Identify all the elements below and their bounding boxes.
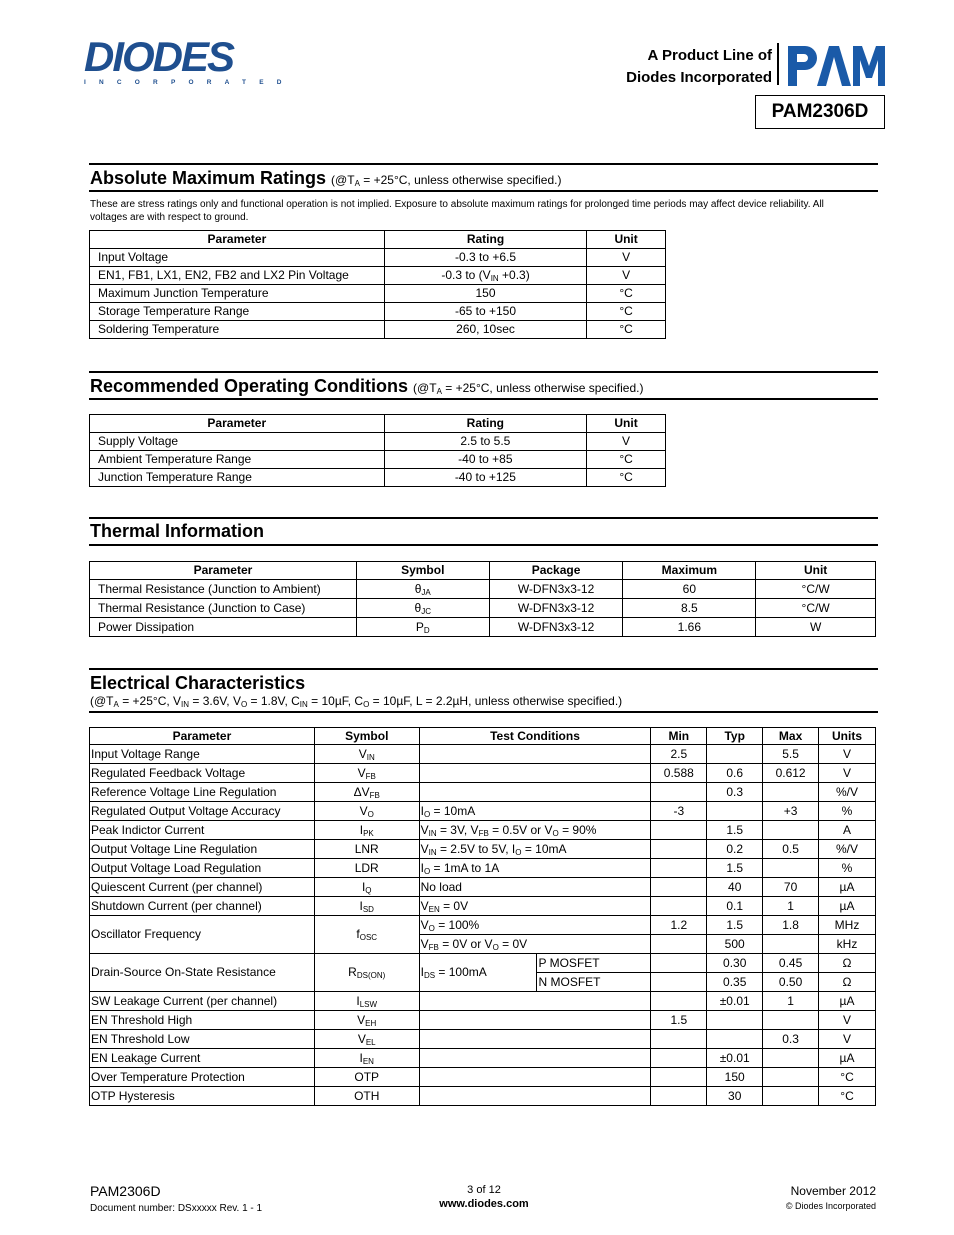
- max-cell: 8.5: [623, 599, 756, 618]
- table-row: [90, 580, 876, 599]
- unit-cell: °C: [587, 303, 666, 321]
- min-cell: [651, 1068, 707, 1087]
- col-header: Parameter: [90, 728, 315, 745]
- max-cell: [763, 859, 819, 878]
- unit-cell: µA: [819, 878, 876, 897]
- symbol-cell: $R_{DS(ON)}$: [314, 954, 419, 992]
- condition-cell: $I_{DS} = 100mA$: [419, 954, 537, 992]
- part-number-box: PAM2306D: [755, 95, 885, 129]
- table-row: [90, 745, 876, 764]
- unit-cell: %/V: [819, 840, 876, 859]
- max-cell: 0.5: [763, 840, 819, 859]
- unit-cell: V: [819, 745, 876, 764]
- thermal-top-rule: [89, 517, 878, 519]
- col-header: Package: [489, 562, 623, 580]
- unit-cell: µA: [819, 992, 876, 1011]
- typ-cell: ±0.01: [707, 992, 763, 1011]
- product-line: [626, 45, 772, 89]
- table-row: [90, 1030, 876, 1049]
- diodes-logo-text: DIODES: [84, 33, 234, 80]
- condition-cell: [419, 1011, 651, 1030]
- symbol-cell: $V_O$: [314, 802, 419, 821]
- table-row: [90, 821, 876, 840]
- roc-condition: ($@T_A = +25^\circ C$, unless otherwise specified.): [413, 381, 644, 396]
- unit-cell: °C: [587, 321, 666, 339]
- amr-bottom-rule: [89, 190, 878, 192]
- param-cell: EN Leakage Current: [90, 1049, 315, 1068]
- param-cell: OTP Hysteresis: [90, 1087, 315, 1106]
- min-cell: [651, 821, 707, 840]
- symbol-cell: $I_{EN}$: [314, 1049, 419, 1068]
- mosfet-type-cell: N MOSFET: [537, 973, 651, 992]
- max-cell: 70: [763, 878, 819, 897]
- rating-cell: 2.5 to 5.5: [384, 433, 587, 451]
- unit-cell: °C: [587, 285, 666, 303]
- param-cell: Thermal Resistance (Junction to Ambient): [90, 580, 357, 599]
- footer-copyright: © Diodes Incorporated: [785, 1201, 876, 1211]
- table-row: [90, 992, 876, 1011]
- elec-condition: ($@T_A = +25^\circ C$, $V_{IN} = 3.6V$, $V_O = 1.8V$, $C_{IN} = 10\mu F$, $C_O = 10\mu F$, L = 2.2µH, unless otherwise specified.): [90, 694, 623, 709]
- typ-cell: 30: [707, 1087, 763, 1106]
- table-row: [90, 916, 876, 935]
- package-cell: W-DFN3x3-12: [489, 618, 623, 637]
- rating-cell: 260, 10sec: [384, 321, 586, 339]
- page-number: 3 of 12: [467, 1184, 501, 1196]
- max-cell: 0.45: [763, 954, 819, 973]
- elec-bottom-rule: [89, 711, 878, 713]
- table-row: [90, 859, 876, 878]
- unit-cell: V: [819, 1030, 876, 1049]
- table-header-row: [90, 415, 666, 433]
- unit-cell: µA: [819, 897, 876, 916]
- typ-cell: 500: [707, 935, 763, 954]
- rating-cell: -40 to +125: [384, 469, 587, 487]
- symbol-cell: $V_{FB}$: [314, 764, 419, 783]
- symbol-cell: $\Delta V_{FB}$: [314, 783, 419, 802]
- rating-cell: 150: [384, 285, 586, 303]
- param-cell: Ambient Temperature Range: [90, 451, 385, 469]
- table-row: [90, 303, 666, 321]
- package-cell: W-DFN3x3-12: [489, 599, 623, 618]
- param-cell: Oscillator Frequency: [90, 916, 315, 954]
- unit-cell: W: [756, 618, 876, 637]
- min-cell: [651, 859, 707, 878]
- table-row: [90, 1068, 876, 1087]
- rating-cell: -0.3 to $(V_{IN} +0.3)$: [384, 267, 586, 285]
- rating-cell: -40 to +85: [384, 451, 587, 469]
- param-cell: Power Dissipation: [90, 618, 357, 637]
- symbol-cell: LNR: [314, 840, 419, 859]
- table-row: [90, 897, 876, 916]
- condition-cell: [419, 1049, 651, 1068]
- col-header: Max: [763, 728, 819, 745]
- condition-cell: $V_{IN} = 2.5V$ to 5V, $I_O = 10mA$: [419, 840, 651, 859]
- condition-cell: [419, 764, 651, 783]
- condition-cell: $V_{EN} = 0V$: [419, 897, 651, 916]
- typ-cell: 0.2: [707, 840, 763, 859]
- table-row: [90, 783, 876, 802]
- max-cell: 1: [763, 897, 819, 916]
- col-header: Units: [819, 728, 876, 745]
- unit-cell: °C/W: [756, 580, 876, 599]
- rating-cell: -65 to +150: [384, 303, 586, 321]
- min-cell: 1.2: [651, 916, 707, 935]
- roc-bottom-rule: [89, 398, 878, 400]
- svg-text:PAM: PAM: [785, 42, 788, 43]
- symbol-cell: LDR: [314, 859, 419, 878]
- table-row: [90, 764, 876, 783]
- unit-cell: °C: [819, 1068, 876, 1087]
- col-header: Test Conditions: [419, 728, 651, 745]
- min-cell: [651, 878, 707, 897]
- typ-cell: [707, 1011, 763, 1030]
- typ-cell: [707, 1030, 763, 1049]
- thermal-table: [89, 561, 876, 637]
- col-header: Unit: [756, 562, 876, 580]
- amr-heading: [90, 168, 561, 189]
- min-cell: [651, 1049, 707, 1068]
- param-cell: Regulated Feedback Voltage: [90, 764, 315, 783]
- elec-title: Electrical Characteristics: [90, 673, 306, 693]
- min-cell: -3: [651, 802, 707, 821]
- max-cell: [763, 1087, 819, 1106]
- amr-top-rule: [89, 163, 878, 165]
- col-header: Typ: [707, 728, 763, 745]
- max-cell: 0.3: [763, 1030, 819, 1049]
- symbol-cell: $V_{IN}$: [314, 745, 419, 764]
- symbol-cell: $\theta_{JA}$: [356, 580, 489, 599]
- max-cell: [763, 821, 819, 840]
- min-cell: [651, 954, 707, 973]
- max-cell: [763, 783, 819, 802]
- col-header: Maximum: [623, 562, 756, 580]
- footer-part-number: PAM2306D: [90, 1183, 161, 1199]
- unit-cell: °C: [819, 1087, 876, 1106]
- unit-cell: %: [819, 859, 876, 878]
- roc-heading: [90, 376, 643, 397]
- col-header: Symbol: [314, 728, 419, 745]
- col-header: Rating: [384, 415, 587, 433]
- diodes-logo-subtext: INCORPORATED: [84, 79, 295, 86]
- header-divider: [777, 43, 779, 85]
- unit-cell: V: [587, 267, 666, 285]
- unit-cell: V: [819, 764, 876, 783]
- param-cell: SW Leakage Current (per channel): [90, 992, 315, 1011]
- symbol-cell: $\theta_{JC}$: [356, 599, 489, 618]
- col-header: Parameter: [90, 562, 357, 580]
- min-cell: [651, 783, 707, 802]
- table-row: [90, 1087, 876, 1106]
- symbol-cell: $I_{PK}$: [314, 821, 419, 840]
- col-header: Unit: [587, 415, 666, 433]
- symbol-cell: OTP: [314, 1068, 419, 1087]
- param-cell: Junction Temperature Range: [90, 469, 385, 487]
- table-row: [90, 840, 876, 859]
- condition-cell: $I_O = 1mA$ to 1A: [419, 859, 651, 878]
- thermal-bottom-rule: [89, 544, 878, 546]
- amr-table: [89, 230, 666, 339]
- typ-cell: 0.30: [707, 954, 763, 973]
- max-cell: [763, 935, 819, 954]
- table-row: [90, 267, 666, 285]
- min-cell: [651, 897, 707, 916]
- unit-cell: %/V: [819, 783, 876, 802]
- param-cell: Input Voltage Range: [90, 745, 315, 764]
- product-line-2: Diodes Incorporated: [626, 69, 772, 86]
- amr-note: These are stress ratings only and functional operation is not implied. Exposure to absolute maximum ratings for prolonged time periods may affect device reliability. All voltages are with respect to ground.: [90, 199, 824, 223]
- symbol-cell: $P_D$: [356, 618, 489, 637]
- col-header: Min: [651, 728, 707, 745]
- typ-cell: ±0.01: [707, 1049, 763, 1068]
- footer-date: November 2012: [790, 1184, 876, 1198]
- col-header: Parameter: [90, 231, 385, 249]
- roc-title: Recommended Operating Conditions: [90, 376, 409, 396]
- condition-cell: $V_{FB} = 0V$ or $V_O = 0V$: [419, 935, 651, 954]
- unit-cell: µA: [819, 1049, 876, 1068]
- min-cell: 1.5: [651, 1011, 707, 1030]
- unit-cell: %: [819, 802, 876, 821]
- max-cell: [763, 1049, 819, 1068]
- col-header: Symbol: [356, 562, 489, 580]
- elec-table: [89, 727, 876, 1106]
- symbol-cell: $V_{EH}$: [314, 1011, 419, 1030]
- param-cell: Output Voltage Line Regulation: [90, 840, 315, 859]
- max-cell: [763, 1011, 819, 1030]
- min-cell: [651, 1087, 707, 1106]
- website-link[interactable]: www.diodes.com: [439, 1198, 529, 1210]
- symbol-cell: OTH: [314, 1087, 419, 1106]
- condition-cell: [419, 1068, 651, 1087]
- param-cell: Quiescent Current (per channel): [90, 878, 315, 897]
- elec-top-rule: [89, 668, 878, 670]
- min-cell: [651, 935, 707, 954]
- footer-left: [90, 1183, 262, 1214]
- amr-condition: ($@T_A = +25^\circ C$, unless otherwise specified.): [331, 173, 562, 188]
- min-cell: [651, 992, 707, 1011]
- condition-cell: [419, 1030, 651, 1049]
- table-header-row: [90, 728, 876, 745]
- package-cell: W-DFN3x3-12: [489, 580, 623, 599]
- symbol-cell: $V_{EL}$: [314, 1030, 419, 1049]
- condition-cell: [419, 1087, 651, 1106]
- condition-cell: $I_O = 10mA$: [419, 802, 651, 821]
- footer-center: [384, 1183, 584, 1211]
- rating-cell: -0.3 to +6.5: [384, 249, 586, 267]
- condition-cell: [419, 783, 651, 802]
- table-row: [90, 285, 666, 303]
- unit-cell: Ω: [819, 954, 876, 973]
- table-row: [90, 1011, 876, 1030]
- unit-cell: kHz: [819, 935, 876, 954]
- typ-cell: 0.3: [707, 783, 763, 802]
- unit-cell: Ω: [819, 973, 876, 992]
- param-cell: Reference Voltage Line Regulation: [90, 783, 315, 802]
- table-row: [90, 469, 666, 487]
- max-cell: +3: [763, 802, 819, 821]
- param-cell: Shutdown Current (per channel): [90, 897, 315, 916]
- condition-cell: $V_O = 100\%$: [419, 916, 651, 935]
- min-cell: 2.5: [651, 745, 707, 764]
- table-row: [90, 433, 666, 451]
- param-cell: EN Threshold Low: [90, 1030, 315, 1049]
- typ-cell: 1.5: [707, 821, 763, 840]
- max-cell: 0.50: [763, 973, 819, 992]
- typ-cell: 0.35: [707, 973, 763, 992]
- unit-cell: V: [587, 249, 666, 267]
- table-row: [90, 451, 666, 469]
- table-header-row: [90, 231, 666, 249]
- table-row: [90, 321, 666, 339]
- typ-cell: 1.5: [707, 916, 763, 935]
- roc-top-rule: [89, 371, 878, 373]
- col-header: Unit: [587, 231, 666, 249]
- table-row: [90, 878, 876, 897]
- unit-cell: MHz: [819, 916, 876, 935]
- min-cell: [651, 840, 707, 859]
- unit-cell: °C/W: [756, 599, 876, 618]
- typ-cell: 40: [707, 878, 763, 897]
- symbol-cell: $I_Q$: [314, 878, 419, 897]
- param-cell: Thermal Resistance (Junction to Case): [90, 599, 357, 618]
- param-cell: EN1, FB1, LX1, EN2, FB2 and LX2 Pin Voltage: [90, 267, 385, 285]
- table-row: [90, 599, 876, 618]
- max-cell: 1: [763, 992, 819, 1011]
- condition-cell: [419, 745, 651, 764]
- max-cell: 5.5: [763, 745, 819, 764]
- product-line-1: A Product Line of: [647, 47, 772, 64]
- max-cell: 1.66: [623, 618, 756, 637]
- param-cell: Over Temperature Protection: [90, 1068, 315, 1087]
- param-cell: Drain-Source On-State Resistance: [90, 954, 315, 992]
- condition-cell: No load: [419, 878, 651, 897]
- typ-cell: 1.5: [707, 859, 763, 878]
- param-cell: Output Voltage Load Regulation: [90, 859, 315, 878]
- param-cell: Maximum Junction Temperature: [90, 285, 385, 303]
- typ-cell: 0.1: [707, 897, 763, 916]
- param-cell: Peak Indictor Current: [90, 821, 315, 840]
- footer-right: [786, 1183, 876, 1211]
- diodes-logo: [84, 33, 295, 86]
- unit-cell: °C: [587, 451, 666, 469]
- table-row: [90, 1049, 876, 1068]
- typ-cell: 150: [707, 1068, 763, 1087]
- max-cell: 60: [623, 580, 756, 599]
- max-cell: 1.8: [763, 916, 819, 935]
- typ-cell: [707, 802, 763, 821]
- table-row: [90, 249, 666, 267]
- param-cell: Soldering Temperature: [90, 321, 385, 339]
- max-cell: [763, 1068, 819, 1087]
- param-cell: Storage Temperature Range: [90, 303, 385, 321]
- condition-cell: [419, 992, 651, 1011]
- condition-cell: $V_{IN} = 3V$, $V_{FB} = 0.5V$ or $V_O = 90\%$: [419, 821, 651, 840]
- roc-table: [89, 414, 666, 487]
- footer-doc-number: Document number: DSxxxxx Rev. 1 - 1: [90, 1203, 263, 1214]
- param-cell: Regulated Output Voltage Accuracy: [90, 802, 315, 821]
- typ-cell: [707, 745, 763, 764]
- table-row: [90, 618, 876, 637]
- min-cell: [651, 1030, 707, 1049]
- table-header-row: [90, 562, 876, 580]
- unit-cell: V: [587, 433, 666, 451]
- symbol-cell: $f_{OSC}$: [314, 916, 419, 954]
- thermal-title: Thermal Information: [90, 521, 265, 541]
- min-cell: [651, 973, 707, 992]
- max-cell: 0.612: [763, 764, 819, 783]
- param-cell: EN Threshold High: [90, 1011, 315, 1030]
- symbol-cell: $I_{LSW}$: [314, 992, 419, 1011]
- symbol-cell: $I_{SD}$: [314, 897, 419, 916]
- amr-title: Absolute Maximum Ratings: [90, 168, 327, 188]
- table-row: [90, 802, 876, 821]
- col-header: Rating: [384, 231, 586, 249]
- mosfet-type-cell: P MOSFET: [537, 954, 651, 973]
- param-cell: Supply Voltage: [90, 433, 385, 451]
- unit-cell: °C: [587, 469, 666, 487]
- col-header: Parameter: [90, 415, 385, 433]
- min-cell: 0.588: [651, 764, 707, 783]
- pam-logo: [785, 42, 887, 88]
- table-row: [90, 954, 876, 973]
- unit-cell: A: [819, 821, 876, 840]
- param-cell: Input Voltage: [90, 249, 385, 267]
- unit-cell: V: [819, 1011, 876, 1030]
- typ-cell: 0.6: [707, 764, 763, 783]
